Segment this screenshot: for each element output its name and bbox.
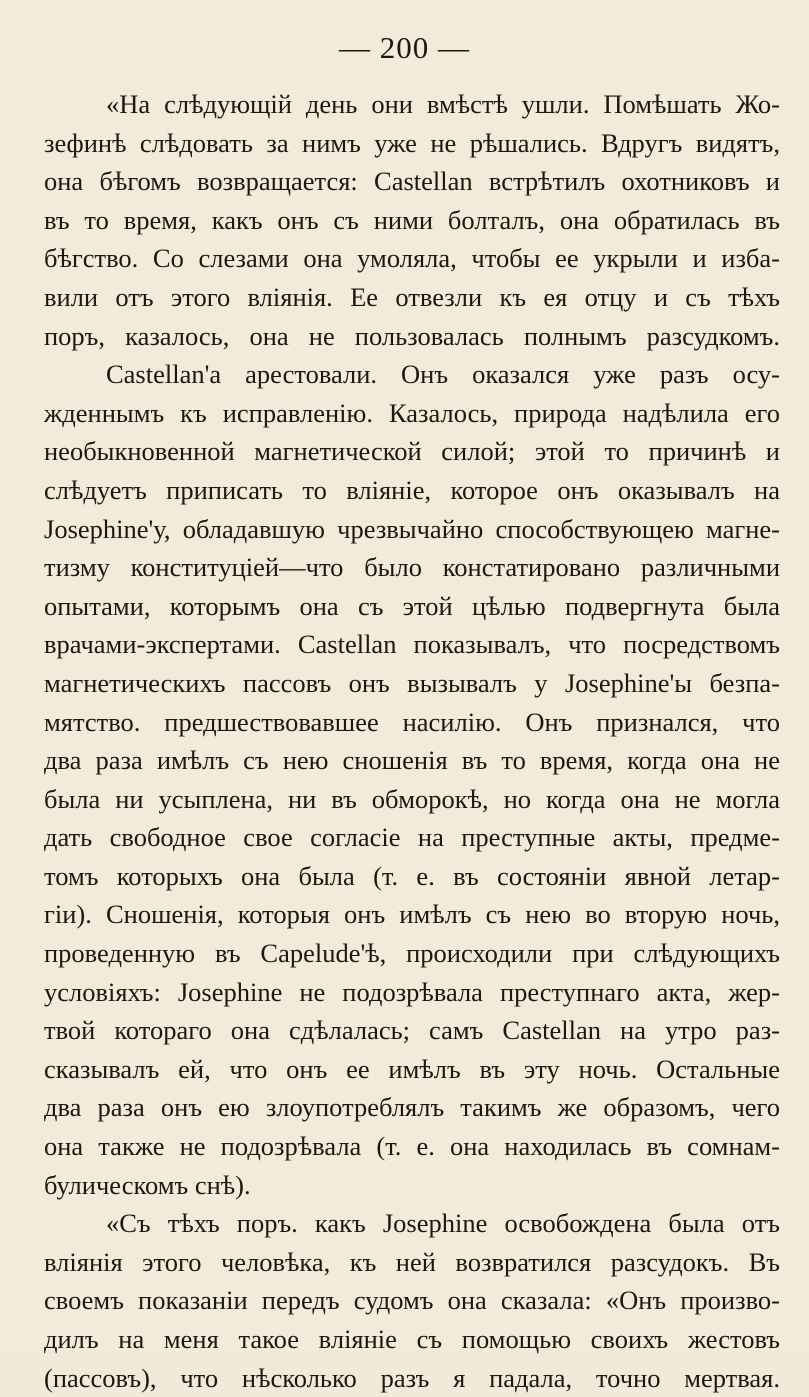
body-text <box>44 85 780 1397</box>
paragraph <box>44 85 780 355</box>
text-line: она также не подозрѣвала (т. е. она находилась въ сомнам- <box>44 1131 780 1162</box>
text-line: слѣдуетъ приписать то вліяніе, которое онъ оказывалъ на <box>44 474 780 505</box>
text-line: бѣгство. Со слезами она умоляла, чтобы ее укрыли и изба- <box>44 243 780 274</box>
text-line: условіяхъ: Josephine не подозрѣвала преступнаго акта, жер- <box>44 976 780 1007</box>
text-line: жденнымъ къ исправленію. Казалось, природа надѣлила его <box>44 397 780 428</box>
text-line: поръ, казалось, она не пользовалась полнымъ разсудкомъ. <box>44 320 780 351</box>
text-line: тизму конституціей—что было констатировано различными <box>44 552 780 583</box>
text-line: опытами, которымъ она съ этой цѣлью подвергнута была <box>44 590 780 621</box>
text-line: томъ которыхъ она была (т. е. въ состояніи явной летар- <box>44 860 780 891</box>
text-line: дилъ на меня такое вліяніе съ помощью своихъ жестовъ <box>44 1324 780 1354</box>
text-line: магнетическихъ пассовъ онъ вызывалъ у Josephine'ы безпа- <box>44 667 780 698</box>
text-line: проведенную въ Capelude'ѣ, происходили при слѣдующихъ <box>44 938 780 969</box>
text-line: она бѣгомъ возвращается: Castellan встрѣтилъ охотниковъ и <box>44 166 780 197</box>
paragraph <box>44 355 780 1204</box>
text-line: необыкновенной магнетической силой; этой то причинѣ и <box>44 436 780 467</box>
text-line: мятство. предшествовавшее насилію. Онъ признался, что <box>44 706 780 737</box>
text-line: своемъ показаніи передъ судомъ она сказала: «Онъ произво- <box>44 1285 780 1316</box>
text-line: Josephine'у, обладавшую чрезвычайно способствующею магне- <box>44 513 780 544</box>
text-line: гіи). Сношенія, которыя онъ имѣлъ съ нею во вторую ночь, <box>44 899 780 930</box>
text-line: дать свободное свое согласіе на преступные акты, предме- <box>44 822 780 853</box>
text-line: «Съ тѣхъ поръ. какъ Josephine освобождена была отъ <box>106 1208 780 1239</box>
text-line: «На слѣдующій день они вмѣстѣ ушли. Помѣшать Жо- <box>106 89 780 119</box>
text-line: твой котораго она сдѣлалась; самъ Castellan на утро раз- <box>44 1015 780 1046</box>
text-line: вили отъ этого вліянія. Ее отвезли къ ея отцу и съ тѣхъ <box>44 281 780 312</box>
paragraph <box>44 1204 780 1397</box>
text-line: зефинѣ слѣдовать за нимъ уже не рѣшались. Вдругъ видятъ, <box>44 127 780 158</box>
text-line: Castellan'а арестовали. Онъ оказался уже разъ осу- <box>106 359 780 390</box>
text-line: (пассовъ), что нѣсколько разъ я падала, точно мертвая. <box>44 1362 780 1393</box>
text-line: булическомъ снѣ). <box>44 1169 251 1200</box>
text-line: сказывалъ ей, что онъ ее имѣлъ въ эту ночь. Остальные <box>44 1053 780 1084</box>
text-line: два раза имѣлъ съ нею сношенія въ то время, когда она не <box>44 745 780 776</box>
text-line: была ни усыплена, ни въ обморокѣ, но когда она не могла <box>44 783 780 814</box>
text-line: врачами-экспертами. Castellan показывалъ, что посредствомъ <box>44 629 780 660</box>
page-number: — 200 — <box>339 30 470 65</box>
text-line: вліянія этого человѣка, къ ней возвратился разсудокъ. Въ <box>44 1246 780 1277</box>
text-line: въ то время, какъ онъ съ ними болталъ, она обратилась въ <box>44 204 780 235</box>
text-line: два раза онъ ею злоупотреблялъ такимъ же образомъ, чего <box>44 1092 780 1123</box>
